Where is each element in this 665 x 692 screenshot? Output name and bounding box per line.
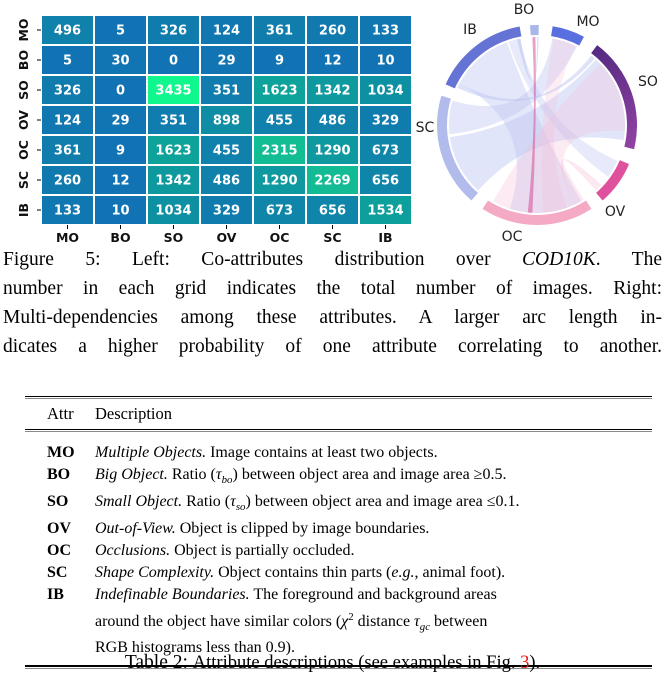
- attr-description: [95, 464, 652, 491]
- text-segment: Ratio (: [167, 466, 216, 483]
- table-header-attr: Attr: [47, 404, 74, 423]
- figure-5: [0, 0, 665, 246]
- heatmap-row-label: BO: [16, 49, 31, 71]
- chord-arc-label-OV: OV: [604, 204, 626, 220]
- table-header-row: [25, 399, 652, 429]
- heatmap-cell-value: 486: [212, 173, 241, 189]
- text-segment: distance: [353, 612, 415, 630]
- attr-code: IB: [47, 585, 64, 603]
- heatmap-cell-value: 351: [159, 113, 188, 129]
- heatmap-cell-value: 656: [318, 203, 347, 219]
- description-line: [95, 584, 652, 606]
- text-segment: ) between object area and image area ≥0.5.: [232, 466, 507, 483]
- text-segment: Out-of-View.: [95, 519, 176, 537]
- text-segment: Image contains at least two objects.: [206, 444, 438, 461]
- chord-arc-label-SC: SC: [415, 120, 435, 136]
- table-row-SO: [47, 491, 652, 518]
- text-segment: number in each grid indicates the total number of images. Right:: [3, 278, 662, 299]
- attr-description: [95, 442, 652, 464]
- figure-caption: [3, 245, 662, 361]
- heatmap-row-label: OV: [16, 110, 31, 130]
- heatmap-cell-value: 0: [168, 53, 179, 69]
- heatmap-cell-value: 1534: [367, 203, 404, 219]
- heatmap-col-label: IB: [378, 230, 393, 245]
- heatmap-cell-value: 3435: [155, 83, 192, 99]
- attr-code: BO: [47, 466, 71, 483]
- heatmap-cell-value: 9: [274, 53, 285, 69]
- heatmap-row-label: MO: [16, 18, 31, 42]
- text-segment: τ: [215, 466, 222, 483]
- heatmap-cell-value: 1290: [261, 173, 298, 189]
- heatmap-cell-value: 351: [212, 83, 241, 99]
- heatmap-col-label: OC: [269, 230, 290, 245]
- heatmap-cell-value: 673: [265, 203, 294, 219]
- heatmap-col-label: BO: [110, 230, 131, 245]
- heatmap-cell-value: 455: [265, 113, 294, 129]
- text-segment: Attribute descriptions (see examples in Fig.: [192, 653, 521, 673]
- text-segment: Multiple Objects.: [95, 444, 207, 461]
- table-header-description: Description: [95, 404, 172, 423]
- text-segment: gc: [419, 620, 431, 633]
- heatmap-cell-value: 2315: [261, 143, 298, 159]
- table-row-OV: [47, 518, 652, 540]
- heatmap-cell-value: 10: [111, 203, 130, 219]
- heatmap-cell-value: 486: [318, 113, 347, 129]
- heatmap-cell-value: 326: [159, 23, 188, 39]
- figure-reference-link[interactable]: 3: [520, 653, 530, 673]
- heatmap-cell-value: 124: [53, 113, 82, 129]
- text-segment: bo: [221, 473, 233, 486]
- heatmap-cell-value: 12: [111, 173, 130, 189]
- heatmap-row-label: SO: [16, 80, 31, 100]
- description-line: [95, 464, 652, 491]
- heatmap-cell-value: 133: [53, 203, 82, 219]
- text-segment: τ: [230, 492, 236, 510]
- heatmap-cell-value: 326: [53, 83, 82, 99]
- heatmap-cell-value: 361: [53, 143, 82, 159]
- text-segment: ) between object area and image area ≤0.1.: [245, 492, 520, 510]
- heatmap-cell-value: 260: [53, 173, 82, 189]
- heatmap-cell-value: 0: [115, 83, 126, 99]
- attr-code: SO: [47, 492, 69, 510]
- table-row-BO: [47, 464, 652, 491]
- figure-caption-line: [3, 274, 662, 303]
- chord-arc-label-OC: OC: [501, 229, 523, 245]
- text-segment: Shape Complexity.: [95, 563, 215, 581]
- text-segment: Indefinable Boundaries.: [95, 585, 250, 603]
- heatmap-cell-value: 2269: [314, 173, 351, 189]
- heatmap-cell-value: 329: [371, 113, 400, 129]
- heatmap-cell-value: 455: [212, 143, 241, 159]
- table-caption: [0, 652, 665, 674]
- text-segment: Object contains thin parts (: [214, 563, 392, 581]
- attr-description: [95, 584, 652, 660]
- text-segment: between: [430, 612, 488, 630]
- heatmap-cell-value: 30: [111, 53, 130, 69]
- heatmap-cell-value: 673: [371, 143, 400, 159]
- text-segment: Object is partially occluded.: [170, 541, 355, 559]
- text-segment: COD10K: [522, 249, 596, 270]
- heatmap-cell-value: 656: [371, 173, 400, 189]
- figure-caption-line: [3, 303, 662, 332]
- heatmap-cell-value: 5: [62, 53, 73, 69]
- chord-diagram: [412, 0, 665, 250]
- attr-description: [95, 540, 652, 562]
- text-segment: e.g.: [391, 563, 415, 581]
- heatmap-row-label: IB: [16, 202, 31, 218]
- attr-code: MO: [47, 444, 75, 461]
- heatmap-cell-value: 29: [217, 53, 236, 69]
- heatmap-cell-value: 898: [212, 113, 241, 129]
- chord-arc-BO: [530, 25, 539, 35]
- chord-arc-label-MO: MO: [576, 14, 600, 30]
- table-row-MO: [47, 442, 652, 464]
- co-attributes-heatmap: [4, 2, 414, 248]
- table-body: [25, 432, 652, 665]
- heatmap-cell-value: 1290: [314, 143, 351, 159]
- text-segment: RGB histograms less than 0.9).: [95, 639, 295, 657]
- text-segment: Small Object.: [95, 492, 183, 510]
- attr-description: [95, 491, 652, 518]
- text-segment: Figure 5: Left: Co-attributes distribution over: [3, 249, 523, 270]
- text-segment: Big Object.: [95, 466, 168, 483]
- heatmap-col-label: MO: [55, 230, 80, 245]
- description-line: [95, 491, 652, 518]
- chord-arc-label-SO: SO: [638, 74, 658, 90]
- heatmap-row-label: SC: [16, 170, 31, 190]
- description-line: [95, 442, 652, 464]
- heatmap-cell-value: 329: [212, 203, 241, 219]
- text-segment: dicates a higher probability of one attribute correlating to another.: [3, 336, 662, 357]
- table-row-IB: [47, 584, 652, 660]
- table-row-SC: [47, 562, 652, 584]
- heatmap-col-label: SC: [323, 230, 342, 245]
- heatmap-cell-value: 124: [212, 23, 241, 39]
- figure-caption-line: [3, 332, 662, 361]
- attr-code: OC: [47, 541, 71, 559]
- text-segment: The foreground and background areas: [249, 585, 497, 603]
- text-segment: so: [235, 500, 246, 513]
- heatmap-cell-value: 1342: [155, 173, 192, 189]
- text-segment: around the object have similar colors (: [95, 612, 342, 630]
- text-segment: Multi-dependencies among these attributes. A larger arc length in-: [3, 307, 662, 328]
- description-line: [95, 518, 652, 540]
- table-row-OC: [47, 540, 652, 562]
- text-segment: Ratio (: [182, 492, 231, 510]
- text-segment: , animal foot).: [414, 563, 506, 581]
- heatmap-cell-value: 1034: [155, 203, 192, 219]
- heatmap-cell-value: 29: [111, 113, 130, 129]
- heatmap-cell-value: 9: [115, 143, 126, 159]
- description-line: [95, 562, 652, 584]
- attr-code: SC: [47, 563, 68, 581]
- attr-code: OV: [47, 519, 71, 537]
- heatmap-cell-value: 133: [371, 23, 400, 39]
- description-line: [95, 606, 652, 638]
- heatmap-col-label: OV: [216, 230, 237, 245]
- text-segment: ).: [529, 653, 541, 673]
- attr-description: [95, 562, 652, 584]
- heatmap-row-label: OC: [16, 140, 31, 160]
- text-segment: χ: [341, 612, 349, 630]
- text-segment: τ: [414, 612, 420, 630]
- heatmap-cell-value: 260: [318, 23, 347, 39]
- figure-caption-line: [3, 245, 662, 274]
- attr-description: [95, 518, 652, 540]
- text-segment: Occlusions.: [95, 541, 171, 559]
- chord-arc-label-IB: IB: [463, 22, 477, 38]
- heatmap-cell-value: 1342: [314, 83, 351, 99]
- heatmap-cell-value: 10: [376, 53, 395, 69]
- text-segment: 2: [348, 610, 354, 623]
- heatmap-cell-value: 12: [323, 53, 342, 69]
- heatmap-cell-value: 1623: [261, 83, 298, 99]
- heatmap-col-label: SO: [163, 230, 184, 245]
- heatmap-cell-value: 1623: [155, 143, 192, 159]
- text-segment: Object is clipped by image boundaries.: [175, 519, 430, 537]
- text-segment: . The: [595, 249, 663, 270]
- heatmap-cell-value: 1034: [367, 83, 404, 99]
- text-segment: Table 2:: [124, 652, 193, 673]
- heatmap-cell-value: 361: [265, 23, 294, 39]
- heatmap-cell-value: 5: [115, 23, 126, 39]
- description-line: [95, 540, 652, 562]
- attribute-table: [25, 396, 652, 669]
- chord-arc-label-BO: BO: [513, 2, 535, 18]
- heatmap-cell-value: 496: [53, 23, 82, 39]
